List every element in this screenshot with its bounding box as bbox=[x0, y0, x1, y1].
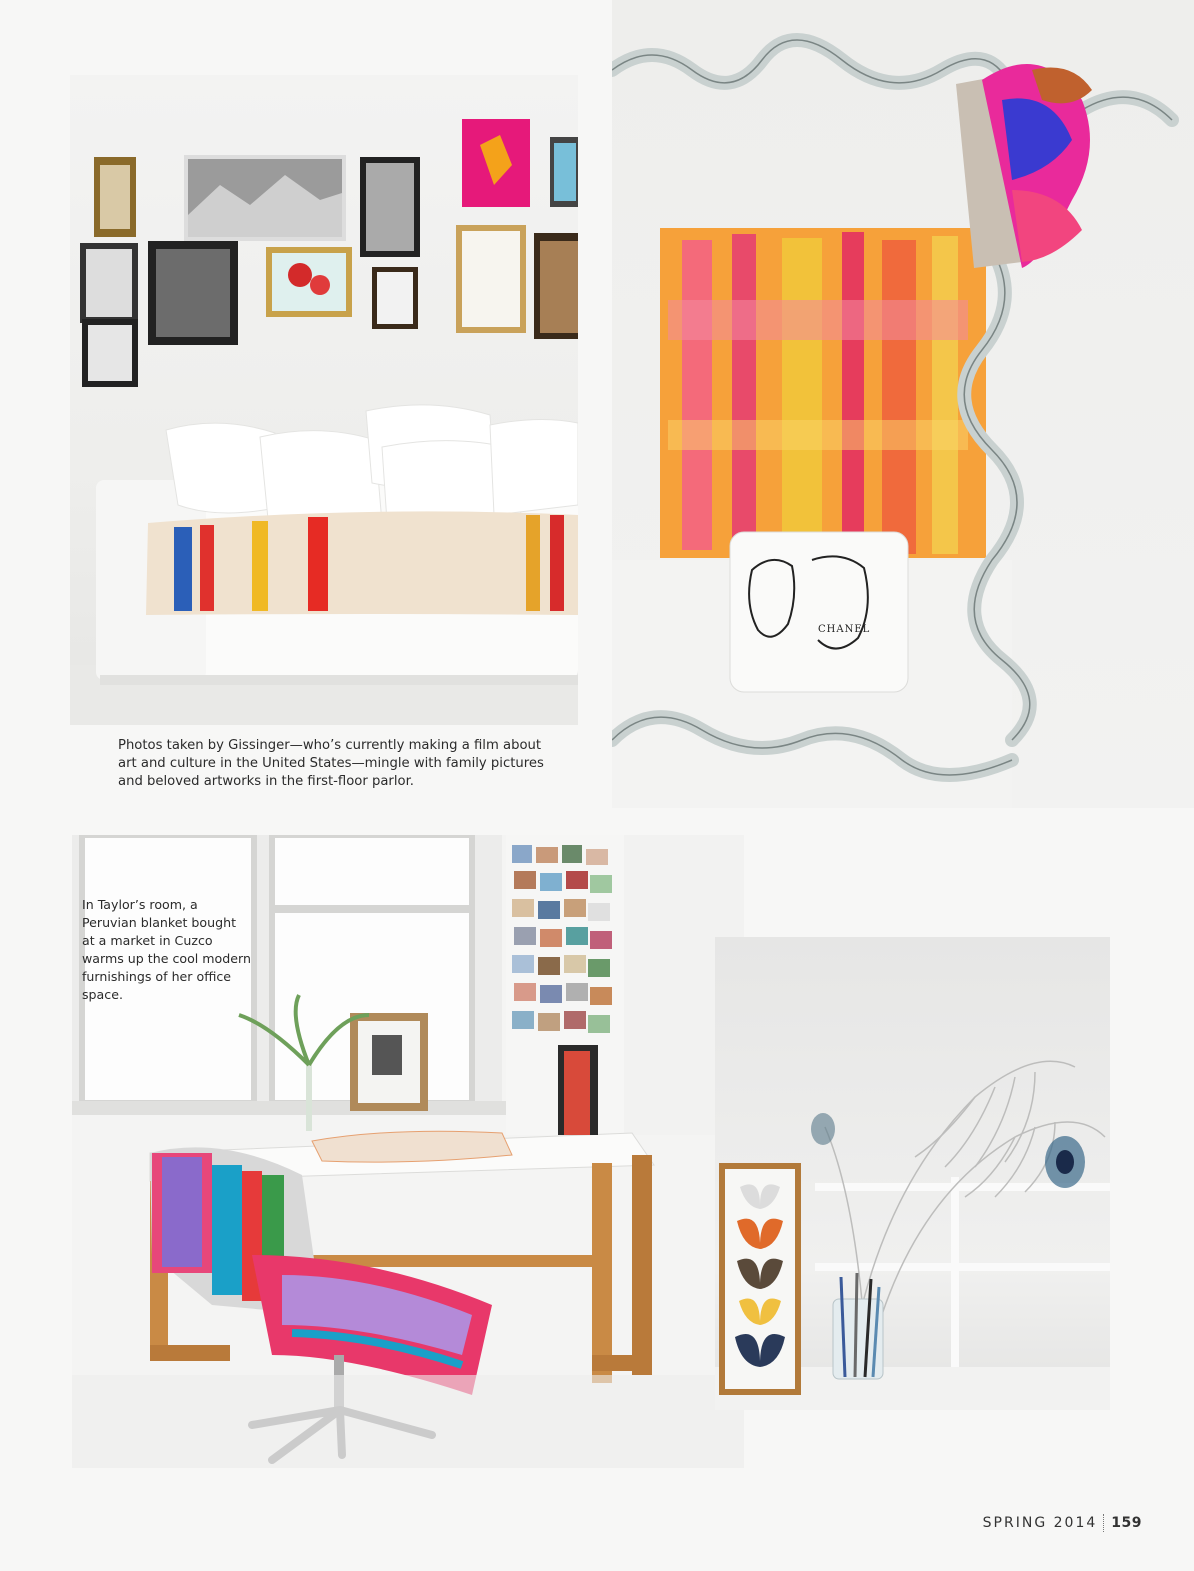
parlor-photo bbox=[70, 75, 578, 725]
pencil-jar bbox=[833, 1273, 883, 1379]
page-number: 159 bbox=[1111, 1515, 1142, 1531]
folio-separator bbox=[1103, 1514, 1104, 1532]
reflected-painting bbox=[660, 228, 986, 558]
office-caption: In Taylor’s room, a Peruvian blanket bought at a market in Cuzco warms up the cool modern furnishings of her office space. bbox=[82, 897, 251, 1002]
mirror-illustration bbox=[612, 0, 1194, 808]
chanel-sketch-text: CHANEL bbox=[818, 624, 871, 635]
issue-season: SPRING 2014 bbox=[982, 1515, 1098, 1531]
gallery-wall bbox=[80, 119, 578, 387]
feather-headband bbox=[956, 64, 1092, 268]
page-folio bbox=[983, 1514, 1142, 1532]
feather-illustration bbox=[715, 937, 1110, 1410]
peacock-feathers bbox=[825, 1061, 1105, 1337]
parlor-illustration bbox=[70, 75, 578, 725]
mirror-photo bbox=[612, 0, 1194, 808]
sofa bbox=[96, 405, 578, 685]
feather-photo bbox=[715, 937, 1110, 1410]
parlor-caption: Photos taken by Gissinger—who’s currently making a film about art and culture in the United States—mingle with family pictures and beloved artworks in the first-floor parlor. bbox=[118, 738, 544, 789]
butterfly-box bbox=[719, 1163, 801, 1395]
